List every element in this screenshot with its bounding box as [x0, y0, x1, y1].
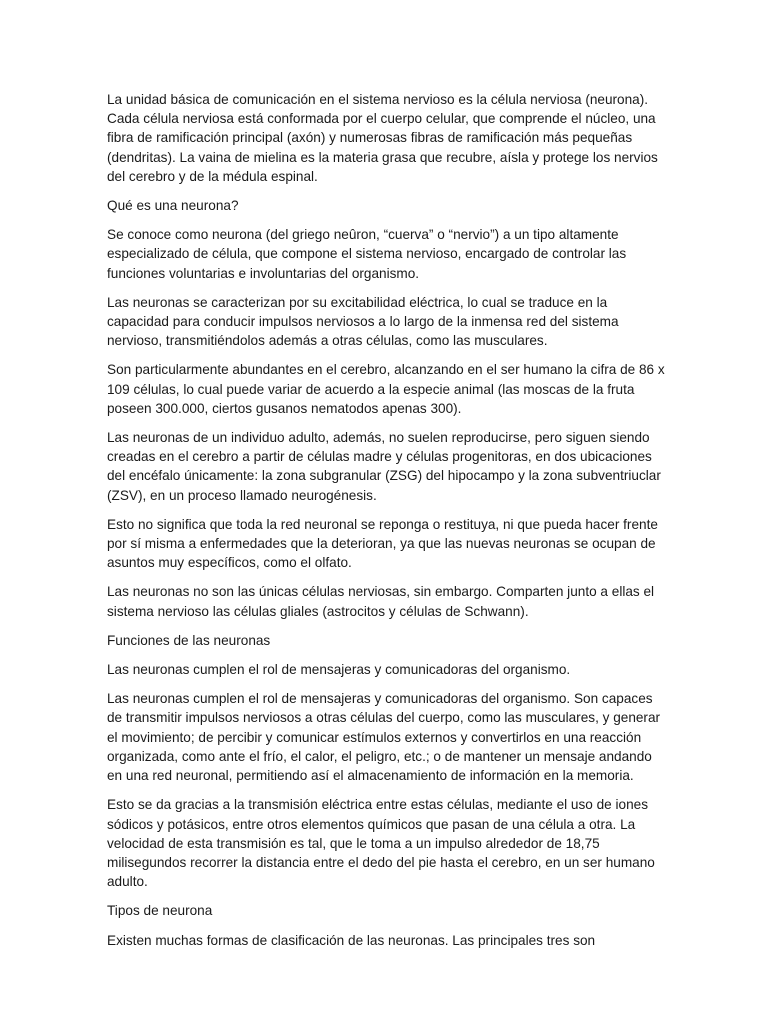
paragraph-restitution: Esto no significa que toda la red neuronal se reponga o restituya, ni que pueda hacer frente por sí misma a enfermedades que la deterioran, ya que las nuevas neuronas se ocupan de asuntos muy específicos, como el olfato.	[107, 516, 658, 571]
paragraph-transmission: Esto se da gracias a la transmisión eléctrica entre estas células, mediante el uso de iones sódicos y potásicos, entre otros elementos químicos que pasan de una célula a otra. La velocidad de esta transmisión es tal, que le toma a un impulso alrededor de 18,75 milisegundos recorrer la distancia entre el dedo del pie hasta el cerebro, en un ser humano adulto.	[107, 797, 655, 890]
heading-que-es-una-neurona: Qué es una neurona?	[107, 198, 239, 214]
paragraph-glial-cells: Las neuronas no son las únicas células nerviosas, sin embargo. Comparten junto a ellas el sistema nervioso las células gliales (astrocitos y células de Schwann).	[107, 584, 655, 619]
paragraph-classification: Existen muchas formas de clasificación de las neuronas. Las principales tres son	[107, 932, 596, 948]
paragraph-definition: Se conoce como neurona (del griego neûron, “cuerva” o “nervio”) a un tipo altamente especializado de célula, que compone el sistema nervioso, encargado de controlar las funciones voluntarias e involuntarias del organismo.	[107, 227, 627, 281]
paragraph-neurogenesis: Las neuronas de un individuo adulto, además, no suelen reproducirse, pero siguen siendo creadas en el cerebro a partir de células madre y células progenitoras, en dos ubicaciones del encéfalo únicamente: la zona subgranular (ZSG) del hipocampo y la zona subventriuclar (ZSV), en un proceso llamado neurogénesis.	[107, 430, 661, 503]
heading-tipos: Tipos de neurona	[107, 903, 213, 919]
paragraph-abundance: Son particularmente abundantes en el cerebro, alcanzando en el ser humano la cifra de 86 x 109 células, lo cual puede variar de acuerdo a la especie animal (las moscas de la fruta poseen 300.000, ciertos gusanos nematodos apenas 300).	[107, 362, 665, 416]
heading-funciones: Funciones de las neuronas	[107, 632, 271, 648]
paragraph-excitability: Las neuronas se caracterizan por su excitabilidad eléctrica, lo cual se traduce en la capacidad para conducir impulsos nerviosos a lo largo de la inmensa red del sistema nervioso, transmitiéndolos además a otras células, como las musculares.	[107, 294, 619, 349]
paragraph-role-short: Las neuronas cumplen el rol de mensajeras y comunicadoras del organismo.	[107, 662, 571, 678]
document-body	[107, 90, 667, 960]
paragraph-intro: La unidad básica de comunicación en el sistema nervioso es la célula nerviosa (neurona). Cada célula nerviosa está conformada por el cuerpo celular, que comprende el núcleo, una fibra de ramificación principal (axón) y numerosas fibras de ramificación más pequeñas (dendritas). La vaina de mielina es la materia grasa que recubre, aísla y protege los nervios del cerebro y de la médula espinal.	[107, 92, 658, 184]
paragraph-role-long: Las neuronas cumplen el rol de mensajeras y comunicadoras del organismo. Son capaces de transmitir impulsos nerviosos a otras células del cuerpo, como las musculares, y generar el movimiento; de percibir y comunicar estímulos externos y convertirlos en una reacción organizada, como ante el frío, el calor, el peligro, etc.; o de mantener un mensaje andando en una red neuronal, permitiendo así el almacenamiento de información en la memoria.	[107, 691, 661, 784]
